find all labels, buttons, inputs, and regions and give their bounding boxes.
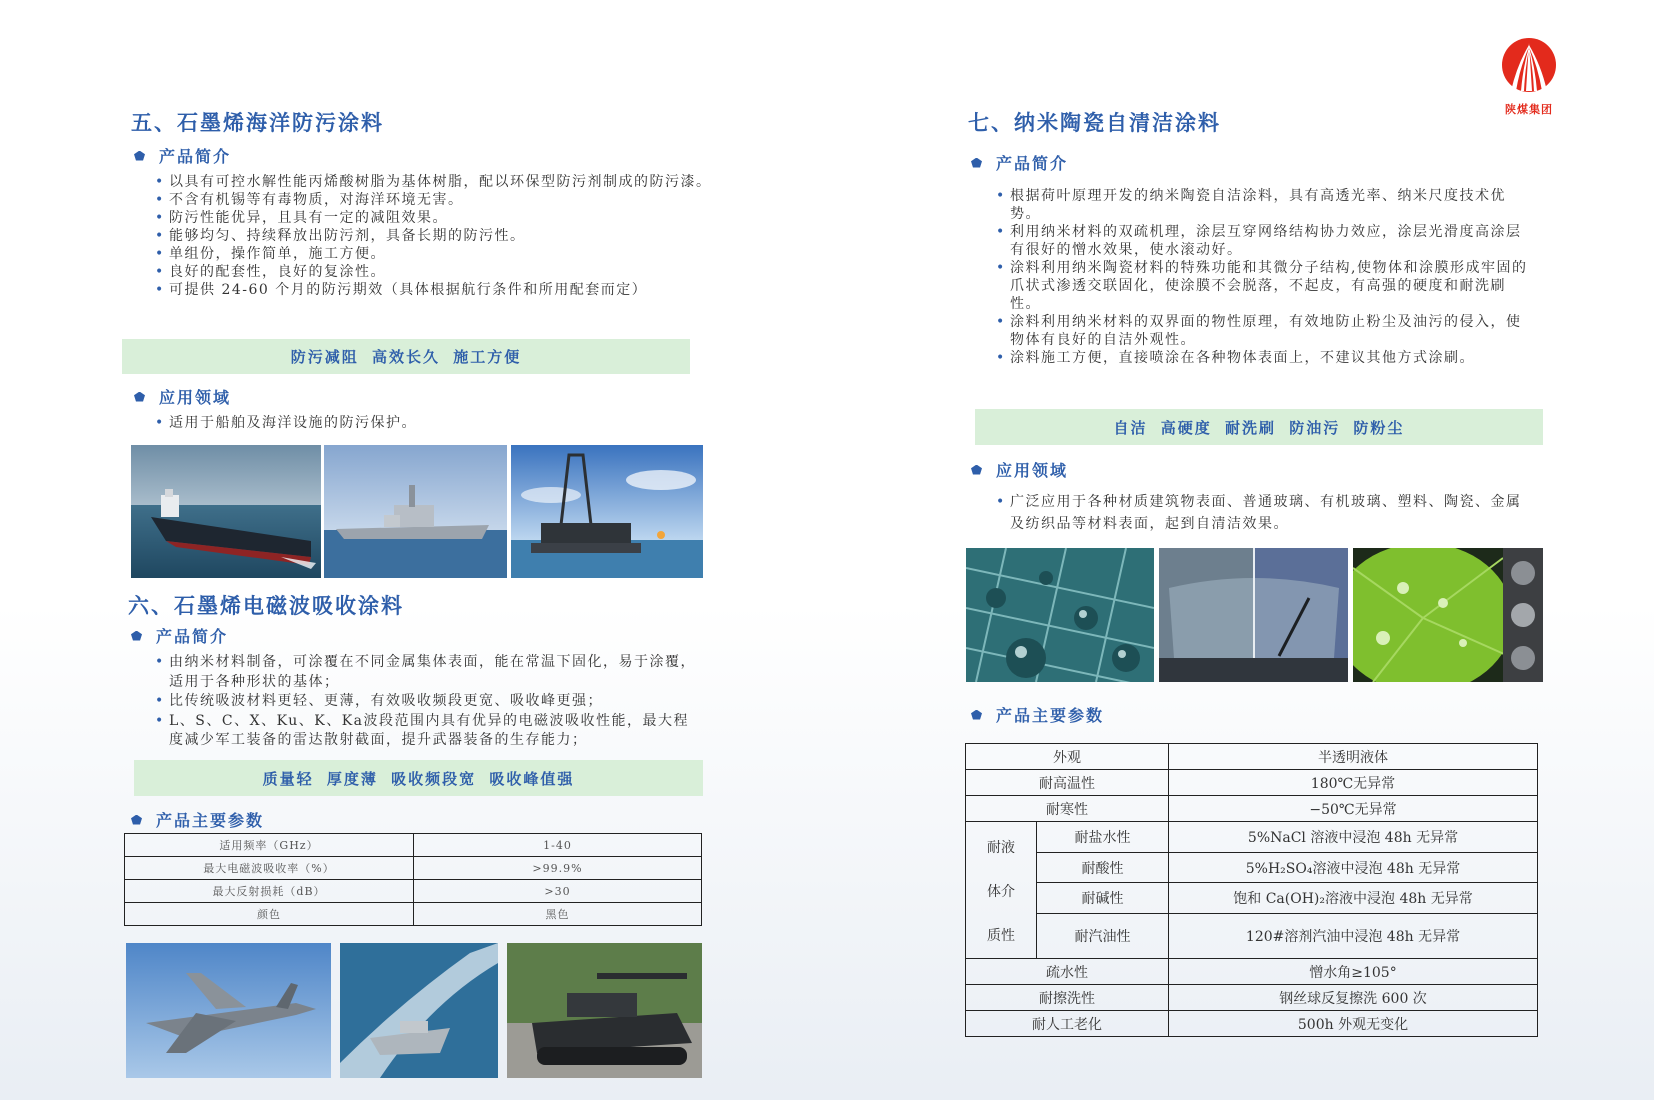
- list-item: • 涂料施工方便，直接喷涂在各种物体表面上，不建议其他方式涂刷。: [996, 349, 1536, 367]
- table-cell: 饱和 Ca(OH)₂溶液中浸泡 48h 无异常: [1169, 883, 1538, 914]
- section-5-title: 五、石墨烯海洋防污涂料: [131, 111, 384, 135]
- table-cell: 500h 外观无变化: [1169, 1011, 1538, 1037]
- s5-application-list: [155, 414, 715, 432]
- s6-params-heading: 产品主要参数: [131, 808, 264, 831]
- s5-feature-banner: 防污减阻 高效长久 施工方便: [122, 339, 690, 374]
- table-row: [966, 914, 1538, 959]
- table-row: [966, 959, 1538, 985]
- windshield-comparison-photo: [1159, 548, 1348, 682]
- s5-application-heading: 应用领域: [134, 385, 231, 408]
- table-cell: 憎水角≥105°: [1169, 959, 1538, 985]
- list-item: • 广泛应用于各种材质建筑物表面、普通玻璃、有机玻璃、塑料、陶瓷、金属及纺织品等材料表面，起到自清洁效果。: [996, 491, 1536, 535]
- list-item: • 以具有可控水解性能丙烯酸树脂为基体树脂，配以环保型防污剂制成的防污漆。: [155, 173, 715, 191]
- table-row: [966, 822, 1538, 853]
- s7-params-table: [965, 743, 1538, 1037]
- list-item: • 根据荷叶原理开发的纳米陶瓷自洁涂料，具有高透光率、纳米尺度技术优势。: [996, 187, 1536, 223]
- table-row: [966, 883, 1538, 914]
- table-cell: 耐擦洗性: [966, 985, 1169, 1011]
- list-item: • 由纳米材料制备，可涂覆在不同金属集体表面，能在常温下固化，易于涂覆，适用于各种形状的基体；: [155, 653, 700, 692]
- s6-intro-list: [155, 653, 700, 751]
- pentagon-bullet-icon: [131, 631, 142, 641]
- liquid-resistance-group-label: 耐液 体介 质性: [966, 822, 1037, 959]
- offshore-platform-photo: [511, 445, 703, 578]
- list-item: • 比传统吸波材料更轻、更薄，有效吸收频段更宽、吸收峰更强；: [155, 692, 700, 712]
- table-cell: 疏水性: [966, 959, 1169, 985]
- table-row: [966, 770, 1538, 796]
- table-cell: 最大电磁波吸收率（%）: [125, 857, 414, 880]
- table-cell: 1-40: [414, 834, 702, 857]
- list-item: • 单组份，操作简单，施工方便。: [155, 245, 715, 263]
- table-cell: 耐碱性: [1037, 883, 1169, 914]
- list-item: • L、S、C、X、Ku、K、Ka波段范围内具有优异的电磁波吸收性能，最大程度减少军工装备的雷达散射截面，提升武器装备的生存能力；: [155, 712, 700, 751]
- table-cell: 耐盐水性: [1037, 822, 1169, 853]
- table-cell: 耐寒性: [966, 796, 1169, 822]
- table-cell: 耐汽油性: [1037, 914, 1169, 959]
- s7-feature-banner: 自洁 高硬度 耐洗刷 防油污 防粉尘: [975, 409, 1543, 445]
- company-logo: [1493, 35, 1565, 115]
- s7-intro-list: [996, 187, 1536, 367]
- armored-vehicle-photo: [507, 943, 702, 1078]
- logo-mark-icon: [1493, 35, 1565, 95]
- s6-feature-banner: 质量轻 厚度薄 吸收频段宽 吸收峰值强: [134, 760, 703, 796]
- table-cell: 耐高温性: [966, 770, 1169, 796]
- s5-intro-heading: 产品简介: [134, 144, 231, 167]
- lotus-leaf-photo: [1353, 548, 1543, 682]
- water-droplets-grid-photo: [966, 548, 1154, 682]
- table-cell: 耐人工老化: [966, 1011, 1169, 1037]
- list-item: • 涂料利用纳米陶瓷材料的特殊功能和其微分子结构,使物体和涂膜形成牢固的爪状式渗透交联固化，使涂膜不会脱落，不起皮，有高强的硬度和耐洗刷性。: [996, 259, 1536, 313]
- list-item: • 能够均匀、持续释放出防污剂，具备长期的防污性。: [155, 227, 715, 245]
- pentagon-bullet-icon: [971, 158, 982, 168]
- table-row: [966, 796, 1538, 822]
- table-cell: 外观: [966, 744, 1169, 770]
- table-cell: 适用频率（GHz）: [125, 834, 414, 857]
- list-item: • 良好的配套性，良好的复涂性。: [155, 263, 715, 281]
- s6-intro-heading: 产品简介: [131, 624, 228, 647]
- pentagon-bullet-icon: [134, 392, 145, 402]
- s7-application-list: [996, 491, 1536, 535]
- table-row: [966, 1011, 1538, 1037]
- table-row: [966, 985, 1538, 1011]
- table-row: [966, 744, 1538, 770]
- section-7-title: 七、纳米陶瓷自清洁涂料: [968, 111, 1221, 135]
- section-6-title: 六、石墨烯电磁波吸收涂料: [128, 594, 404, 618]
- list-item: • 防污性能优异，且具有一定的减阻效果。: [155, 209, 715, 227]
- s7-intro-heading: 产品简介: [971, 151, 1068, 174]
- table-cell: 钢丝球反复擦洗 600 次: [1169, 985, 1538, 1011]
- s6-params-table: [124, 833, 702, 926]
- pentagon-bullet-icon: [971, 465, 982, 475]
- table-row: [125, 857, 702, 880]
- table-cell: >99.9%: [414, 857, 702, 880]
- list-item: • 涂料利用纳米材料的双界面的物性原理，有效地防止粉尘及油污的侵入，使物体有良好的自洁外观性。: [996, 313, 1536, 349]
- warship-photo: [324, 445, 507, 578]
- table-cell: >30: [414, 880, 702, 903]
- s5-intro-list: [155, 173, 715, 299]
- table-row: [966, 852, 1538, 883]
- table-cell: 180℃无异常: [1169, 770, 1538, 796]
- table-cell: 耐酸性: [1037, 852, 1169, 883]
- table-cell: 5%H₂SO₄溶液中浸泡 48h 无异常: [1169, 852, 1538, 883]
- table-cell: 5%NaCl 溶液中浸泡 48h 无异常: [1169, 822, 1538, 853]
- table-cell: 黑色: [414, 903, 702, 926]
- table-row: [125, 880, 702, 903]
- list-item: • 利用纳米材料的双疏机理，涂层互穿网络结构协力效应，涂层光滑度高涂层有很好的憎水效果，使水滚动好。: [996, 223, 1536, 259]
- fighter-jet-photo: [126, 943, 331, 1078]
- table-row: [125, 834, 702, 857]
- pentagon-bullet-icon: [131, 815, 142, 825]
- pentagon-bullet-icon: [134, 151, 145, 161]
- pentagon-bullet-icon: [971, 710, 982, 720]
- s7-application-heading: 应用领域: [971, 458, 1068, 481]
- table-cell: 120#溶剂汽油中浸泡 48h 无异常: [1169, 914, 1538, 959]
- table-cell: 半透明液体: [1169, 744, 1538, 770]
- table-row: [125, 903, 702, 926]
- s7-params-heading: 产品主要参数: [971, 703, 1104, 726]
- stealth-ship-photo: [340, 943, 498, 1078]
- table-cell: 最大反射损耗（dB）: [125, 880, 414, 903]
- list-item: • 适用于船舶及海洋设施的防污保护。: [155, 414, 715, 432]
- cargo-ship-photo: [131, 445, 321, 578]
- list-item: • 不含有机锡等有毒物质，对海洋环境无害。: [155, 191, 715, 209]
- list-item: • 可提供 24-60 个月的防污期效（具体根据航行条件和所用配套而定）: [155, 281, 715, 299]
- logo-text: 陕煤集团: [1505, 103, 1553, 116]
- table-cell: −50℃无异常: [1169, 796, 1538, 822]
- table-cell: 颜色: [125, 903, 414, 926]
